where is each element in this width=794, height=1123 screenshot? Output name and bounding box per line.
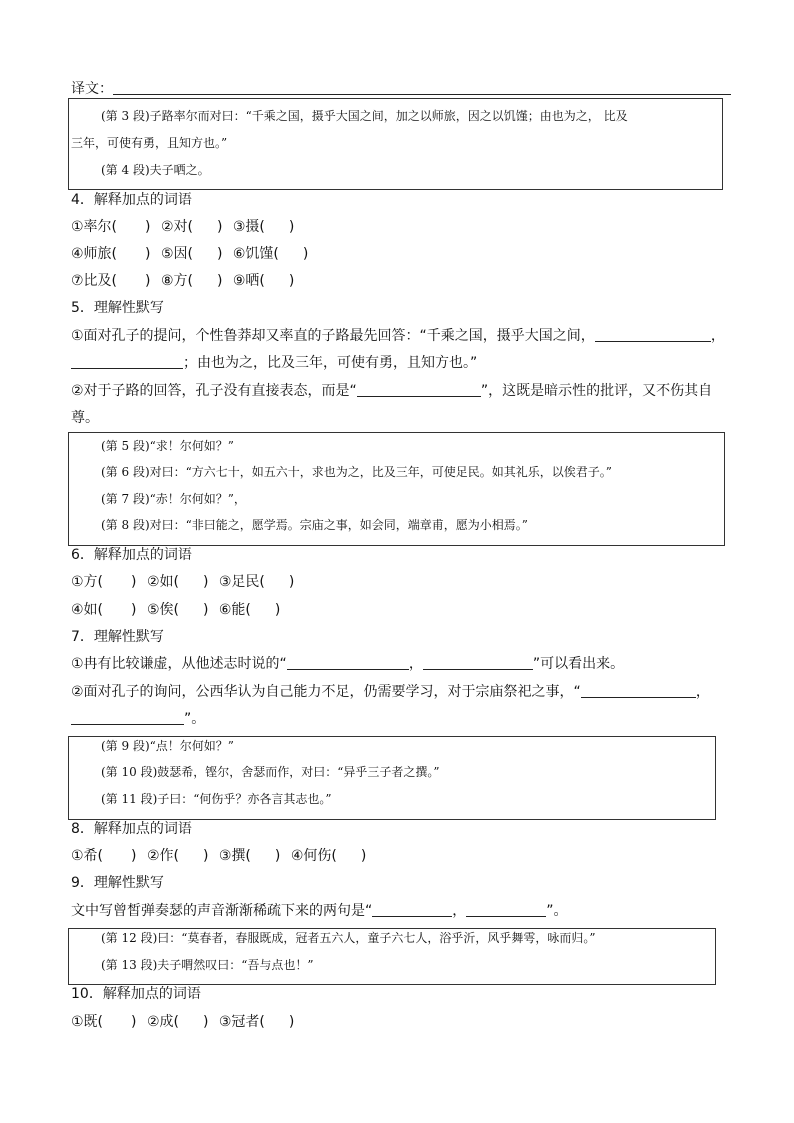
vocab-item: ①希(	[71, 848, 104, 864]
fill-blank[interactable]	[287, 655, 409, 670]
q5-item-1-cont: ；由也为之，比及三年，可使有勇，且知方也。”	[71, 353, 477, 373]
passage-line: (第 8 段)对曰：“非曰能之，愿学焉。宗庙之事，如会同，端章甫，愿为小相焉。”	[101, 518, 528, 532]
passage-line: (第 10 段)鼓瑟希，铿尔，舍瑟而作，对曰：“异乎三子者之撰。”	[101, 765, 440, 779]
vocab-item: ①率尔(	[71, 219, 118, 235]
vocab-item: ②如(	[146, 574, 179, 590]
passage-line: (第 7 段)“赤！尔何如？”，	[101, 492, 246, 506]
question-7-heading: 7．理解性默写	[71, 629, 164, 645]
vocab-item: ④师旅(	[71, 246, 118, 262]
q4-row-1: ①率尔( ) ②对( ) ③摄( )	[71, 219, 295, 235]
q5-item-2: ②对于子路的回答，孔子没有直接表态，而是“ ”，这既是暗示性的批评，又不伤其自	[71, 383, 713, 399]
vocab-item: ⑧方(	[160, 273, 193, 289]
q6-row-1: ①方( ) ②如( ) ③足民( )	[71, 574, 295, 590]
q10-row-1: ①既( ) ②成( ) ③冠者( )	[71, 1014, 295, 1030]
passage-line: (第 12 段)曰：“莫春者，春服既成，冠者五六人，童子六七人，浴乎沂，风乎舞雩，咏而归。”	[101, 931, 596, 945]
vocab-item: ④何伤(	[290, 848, 337, 864]
q7-item-2: ②面对孔子的询问，公西华认为自己能力不足，仍需要学习，对于宗庙祭祀之事，“ ，	[71, 684, 710, 700]
passage-line: (第 5 段)“求！尔何如？”	[101, 439, 234, 453]
vocab-item: ④如(	[71, 602, 104, 618]
question-4-heading: 4．解释加点的词语	[71, 192, 192, 208]
q9-item-1: 文中写曾皙弹奏瑟的声音渐渐稀疏下来的两句是“ ， ”。	[71, 903, 568, 919]
vocab-item: ⑦比及(	[71, 273, 118, 289]
vocab-item: ⑥能(	[218, 602, 251, 618]
translation-label: 译文：	[71, 81, 113, 97]
passage-line: (第 3 段)子路率尔而对曰：“千乘之国，摄乎大国之间，加之以师旅，因之以饥馑；由也为之， 比及	[101, 109, 628, 123]
vocab-item: ②作(	[146, 848, 179, 864]
translation-blank[interactable]	[113, 80, 731, 95]
q5-item-2-cont: 尊。	[71, 410, 99, 426]
fill-blank[interactable]	[595, 327, 711, 342]
vocab-item: ⑥饥馑(	[232, 246, 279, 262]
vocab-item: ③冠者(	[218, 1014, 265, 1030]
vocab-item: ⑤因(	[160, 246, 193, 262]
vocab-item: ②成(	[146, 1014, 179, 1030]
passage-line: (第 11 段)子曰：“何伤乎？亦各言其志也。”	[101, 792, 332, 806]
fill-blank[interactable]	[466, 902, 546, 917]
vocab-item: ⑤俟(	[146, 602, 179, 618]
vocab-item: ③足民(	[218, 574, 265, 590]
fill-blank[interactable]	[581, 683, 696, 698]
q5-item-1: ①面对孔子的提问，个性鲁莽却又率直的子路最先回答：“千乘之国，摄乎大国之间， ，	[71, 328, 725, 344]
vocab-item: ①既(	[71, 1014, 104, 1030]
passage-line: 三年，可使有勇，且知方也。”	[71, 136, 228, 150]
q4-row-2: ④师旅( ) ⑤因( ) ⑥饥馑( )	[71, 246, 309, 262]
vocab-item: ②对(	[160, 219, 193, 235]
q7-item-2-cont: ”。	[71, 709, 205, 729]
question-10-heading: 10．解释加点的词语	[71, 986, 201, 1002]
fill-blank[interactable]	[372, 902, 452, 917]
question-8-heading: 8．解释加点的词语	[71, 821, 192, 837]
passage-line: (第 9 段)“点！尔何如？”	[101, 739, 234, 753]
vocab-item: ③撰(	[218, 848, 251, 864]
fill-blank[interactable]	[71, 354, 183, 369]
vocab-item: ⑨哂(	[232, 273, 265, 289]
translation-line	[71, 79, 731, 99]
passage-line: (第 13 段)夫子喟然叹曰：“吾与点也！”	[101, 958, 314, 972]
fill-blank[interactable]	[357, 382, 481, 397]
q8-row-1: ①希( ) ②作( ) ③撰( ) ④何伤( )	[71, 848, 367, 864]
passage-line: (第 6 段)对曰：“方六七十，如五六十，求也为之，比及三年，可使足民。如其礼乐，以俟君子。”	[101, 465, 612, 479]
q4-row-3: ⑦比及( ) ⑧方( ) ⑨哂( )	[71, 273, 295, 289]
vocab-item: ①方(	[71, 574, 104, 590]
q6-row-2: ④如( ) ⑤俟( ) ⑥能( )	[71, 602, 281, 618]
fill-blank[interactable]	[423, 655, 533, 670]
q7-item-1: ①冉有比较谦虚，从他述志时说的“ ， ”可以看出来。	[71, 656, 625, 672]
fill-blank[interactable]	[71, 710, 184, 725]
passage-line: (第 4 段)夫子哂之。	[101, 163, 210, 177]
vocab-item: ③摄(	[232, 219, 265, 235]
question-5-heading: 5．理解性默写	[71, 300, 164, 316]
question-6-heading: 6．解释加点的词语	[71, 547, 192, 563]
question-9-heading: 9．理解性默写	[71, 875, 164, 891]
